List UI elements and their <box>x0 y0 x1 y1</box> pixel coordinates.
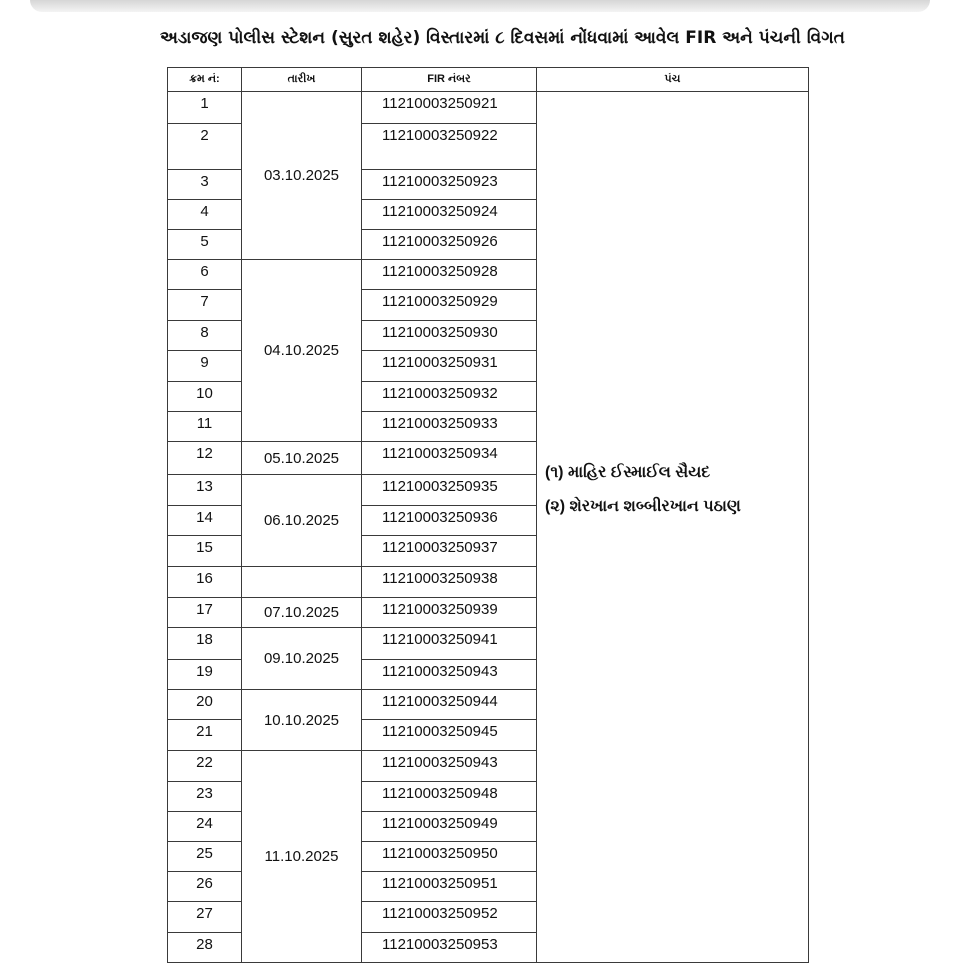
serial-cell: 12 <box>168 442 242 475</box>
serial-cell: 2 <box>168 124 242 170</box>
serial-cell: 11 <box>168 412 242 442</box>
panch-name: (૨) શેરખાન શબ્બીરખાન પઠાણ <box>545 498 741 515</box>
serial-cell: 27 <box>168 902 242 933</box>
serial-cell: 19 <box>168 660 242 690</box>
fir-number-cell: 11210003250930 <box>362 321 537 351</box>
date-cell: 07.10.2025 <box>242 598 362 628</box>
fir-table <box>167 67 809 963</box>
serial-cell: 1 <box>168 92 242 124</box>
serial-cell: 15 <box>168 536 242 567</box>
fir-number-cell: 11210003250929 <box>362 290 537 321</box>
fir-number-cell: 11210003250949 <box>362 812 537 842</box>
fir-number-cell: 11210003250937 <box>362 536 537 567</box>
fir-number-cell: 11210003250936 <box>362 506 537 536</box>
date-cell: 05.10.2025 <box>242 442 362 475</box>
header-date: તારીખ <box>242 68 362 92</box>
serial-cell: 23 <box>168 782 242 812</box>
fir-number-cell: 11210003250944 <box>362 690 537 720</box>
top-band <box>0 0 960 14</box>
serial-cell: 28 <box>168 933 242 963</box>
fir-number-cell: 11210003250935 <box>362 475 537 506</box>
fir-number-cell: 11210003250945 <box>362 720 537 751</box>
fir-number-cell: 11210003250939 <box>362 598 537 628</box>
fir-number-cell: 11210003250933 <box>362 412 537 442</box>
serial-cell: 13 <box>168 475 242 506</box>
date-cell: 09.10.2025 <box>242 628 362 690</box>
date-cell: 06.10.2025 <box>242 475 362 567</box>
date-cell: 11.10.2025 <box>242 751 362 963</box>
fir-number-cell: 11210003250952 <box>362 902 537 933</box>
serial-cell: 17 <box>168 598 242 628</box>
fir-number-cell: 11210003250922 <box>362 124 537 170</box>
header-panch: પંચ <box>537 68 809 92</box>
header-fir-number: FIR નંબર <box>362 68 537 92</box>
header-serial: ક્રમ નં: <box>168 68 242 92</box>
fir-number-cell: 11210003250926 <box>362 230 537 260</box>
header-row <box>168 68 809 92</box>
fir-number-cell: 11210003250948 <box>362 782 537 812</box>
fir-number-cell: 11210003250950 <box>362 842 537 872</box>
serial-cell: 9 <box>168 351 242 382</box>
serial-cell: 14 <box>168 506 242 536</box>
serial-cell: 24 <box>168 812 242 842</box>
serial-cell: 26 <box>168 872 242 902</box>
serial-cell: 5 <box>168 230 242 260</box>
date-cell: 04.10.2025 <box>242 260 362 442</box>
serial-cell: 16 <box>168 567 242 598</box>
table-row <box>168 92 809 124</box>
serial-cell: 21 <box>168 720 242 751</box>
fir-number-cell: 11210003250934 <box>362 442 537 475</box>
fir-number-cell: 11210003250932 <box>362 382 537 412</box>
serial-cell: 10 <box>168 382 242 412</box>
fir-number-cell: 11210003250951 <box>362 872 537 902</box>
fir-number-cell: 11210003250943 <box>362 751 537 782</box>
panch-name: (૧) માહિર ઈસ્માઈલ સૈયદ <box>545 464 711 481</box>
serial-cell: 22 <box>168 751 242 782</box>
fir-number-cell: 11210003250924 <box>362 200 537 230</box>
date-cell <box>242 567 362 598</box>
serial-cell: 4 <box>168 200 242 230</box>
serial-cell: 25 <box>168 842 242 872</box>
fir-number-cell: 11210003250943 <box>362 660 537 690</box>
fir-number-cell: 11210003250923 <box>362 170 537 200</box>
serial-cell: 8 <box>168 321 242 351</box>
serial-cell: 20 <box>168 690 242 720</box>
serial-cell: 3 <box>168 170 242 200</box>
date-cell: 03.10.2025 <box>242 92 362 260</box>
fir-number-cell: 11210003250921 <box>362 92 537 124</box>
fir-number-cell: 11210003250931 <box>362 351 537 382</box>
serial-cell: 18 <box>168 628 242 660</box>
fir-number-cell: 11210003250938 <box>362 567 537 598</box>
fir-number-cell: 11210003250941 <box>362 628 537 660</box>
fir-number-cell: 11210003250953 <box>362 933 537 963</box>
date-cell: 10.10.2025 <box>242 690 362 751</box>
panch-cell <box>537 92 809 963</box>
fir-number-cell: 11210003250928 <box>362 260 537 290</box>
serial-cell: 6 <box>168 260 242 290</box>
serial-cell: 7 <box>168 290 242 321</box>
top-shadow <box>30 0 930 12</box>
document-title: અડાજણ પોલીસ સ્ટેશન (સુરત શહેર) વિસ્તારમાં ૮ દિવસમાં નોંધવામાં આવેલ FIR અને પંચની વિગત <box>160 28 845 48</box>
